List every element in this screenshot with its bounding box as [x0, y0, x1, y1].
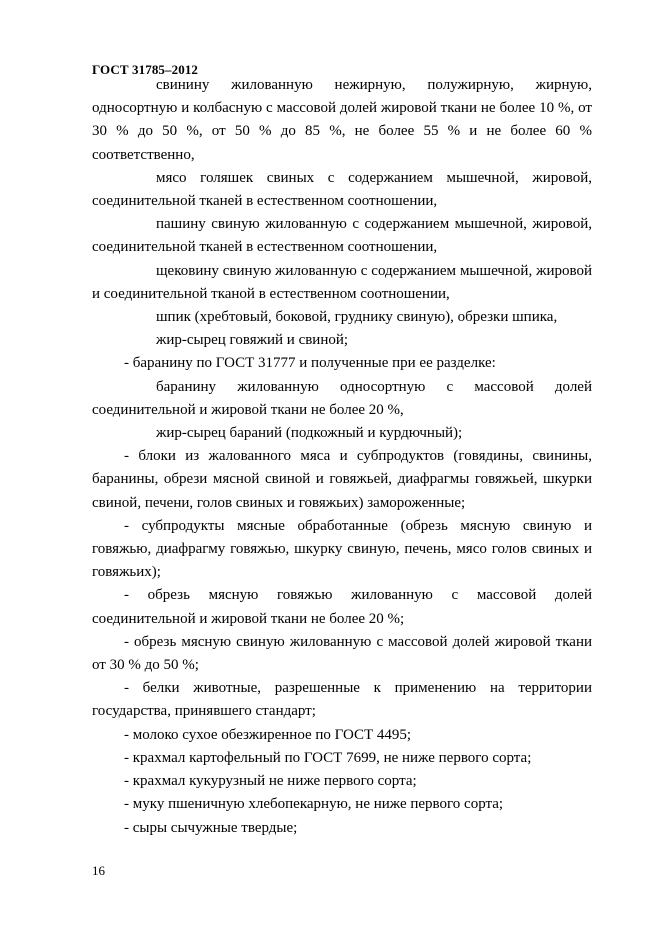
paragraph: - блоки из жалованного мяса и субпродуктов (говядины, свинины, баранины, обрези мясной свиной и говяжьей, диафрагмы говяжьей, шкурки свиной, печени, голов свиных и говяжьих) замороженные;: [92, 448, 592, 511]
paragraph: - крахмал картофельный по ГОСТ 7699, не ниже первого сорта;: [124, 749, 532, 766]
paragraph: баранину жилованную односортную с массовой долей соединительной и жировой ткани не более 20 %,: [92, 378, 592, 418]
document-header: ГОСТ 31785–2012: [92, 62, 199, 77]
paragraph: мясо голяшек свиных с содержанием мышечной, жировой, соединительной тканей в естественном соотношении,: [92, 169, 592, 210]
paragraph: шпик (хребтовый, боковой, груднику свиную), обрезки шпика,: [156, 309, 558, 326]
paragraph: - обрезь мясную свиную жилованную с массовой долей жировой ткани от 30 % до 50 %;: [92, 633, 592, 674]
paragraph: жир-сырец говяжий и свиной;: [156, 332, 349, 349]
paragraph: щековину свиную жилованную с содержанием мышечной, жировой и соединительной тканой в естественном соотношении,: [92, 262, 592, 302]
paragraph: жир-сырец бараний (подкожный и курдючный);: [156, 425, 463, 442]
paragraph: - муку пшеничную хлебопекарную, не ниже первого сорта;: [124, 796, 504, 813]
page-number: 16: [92, 863, 105, 878]
paragraph: - субпродукты мясные обработанные (обрезь мясную свиную и говяжью, диафрагму говяжью, шкурку свиную, печень, мясо голов свиных и говяжьих);: [92, 517, 592, 581]
paragraph: - баранину по ГОСТ 31777 и полученные при ее разделке:: [124, 355, 496, 372]
paragraph: свинину жилованную нежирную, полужирную, жирную, односортную и колбасную с массовой долей жировой ткани не более 10 %, от 30 % до 50 %, от 50 % до 85 %, не более 55 % и не более 60 % соответственно,: [92, 77, 592, 163]
paragraph: - белки животные, разрешенные к применению на территории государства, принявшего стандарт;: [92, 680, 592, 720]
paragraph: - сыры сычужные твердые;: [124, 819, 298, 836]
paragraph: - обрезь мясную говяжью жилованную с массовой долей соединительной и жировой ткани не более 20 %;: [92, 587, 592, 627]
paragraph: пашину свиную жилованную с содержанием мышечной, жировой, соединительной тканей в естественном соотношении,: [92, 216, 592, 256]
document-body: [92, 74, 592, 840]
paragraph: - молоко сухое обезжиренное по ГОСТ 4495;: [124, 726, 412, 743]
paragraph: - крахмал кукурузный не ниже первого сорта;: [124, 773, 417, 790]
